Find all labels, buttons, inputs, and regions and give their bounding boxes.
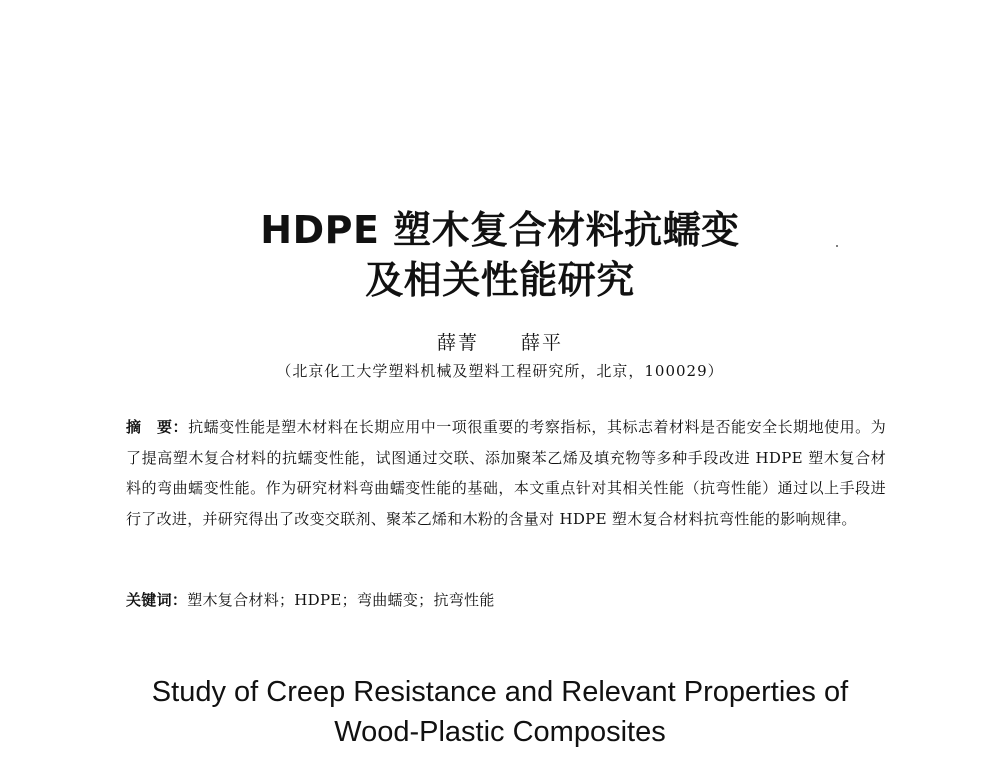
author-1: 薛菁 [436, 332, 479, 354]
abstract-label: 摘 要： [126, 418, 189, 436]
keywords-label: 关键词： [126, 591, 188, 609]
authors [0, 328, 1000, 355]
abstract [126, 412, 886, 534]
english-title-line-2: Wood-Plastic Composites [334, 716, 666, 748]
abstract-text: 抗蠕变性能是塑木材料在长期应用中一项很重要的考察指标，其标志着材料是否能安全长期地使用。为了提高塑木复合材料的抗蠕变性能，试图通过交联、添加聚苯乙烯及填充物等多种手段改进 HDPE 塑木复合材料的弯曲蠕变性能。作为研究材料弯曲蠕变性能的基础，本文重点针对其相关性能（抗弯性能）通过以上手段进行了改进，并研究得出了改变交联剂、聚苯乙烯和木粉的含量对 HDPE 塑木复合材料抗弯性能的影响规律。 [126, 418, 886, 528]
chinese-title-line-1: HDPE 塑木复合材料抗蠕变 [260, 208, 740, 252]
affiliation: （北京化工大学塑料机械及塑料工程研究所，北京，100029） [276, 362, 724, 380]
scan-speck [836, 245, 838, 247]
keywords-text: 塑木复合材料；HDPE；弯曲蠕变；抗弯性能 [187, 591, 495, 609]
chinese-title-line-2: 及相关性能研究 [365, 258, 635, 302]
keywords [126, 589, 886, 610]
author-2: 薛平 [521, 332, 564, 354]
english-title-line-1: Study of Creep Resistance and Relevant Properties of [151, 676, 849, 708]
